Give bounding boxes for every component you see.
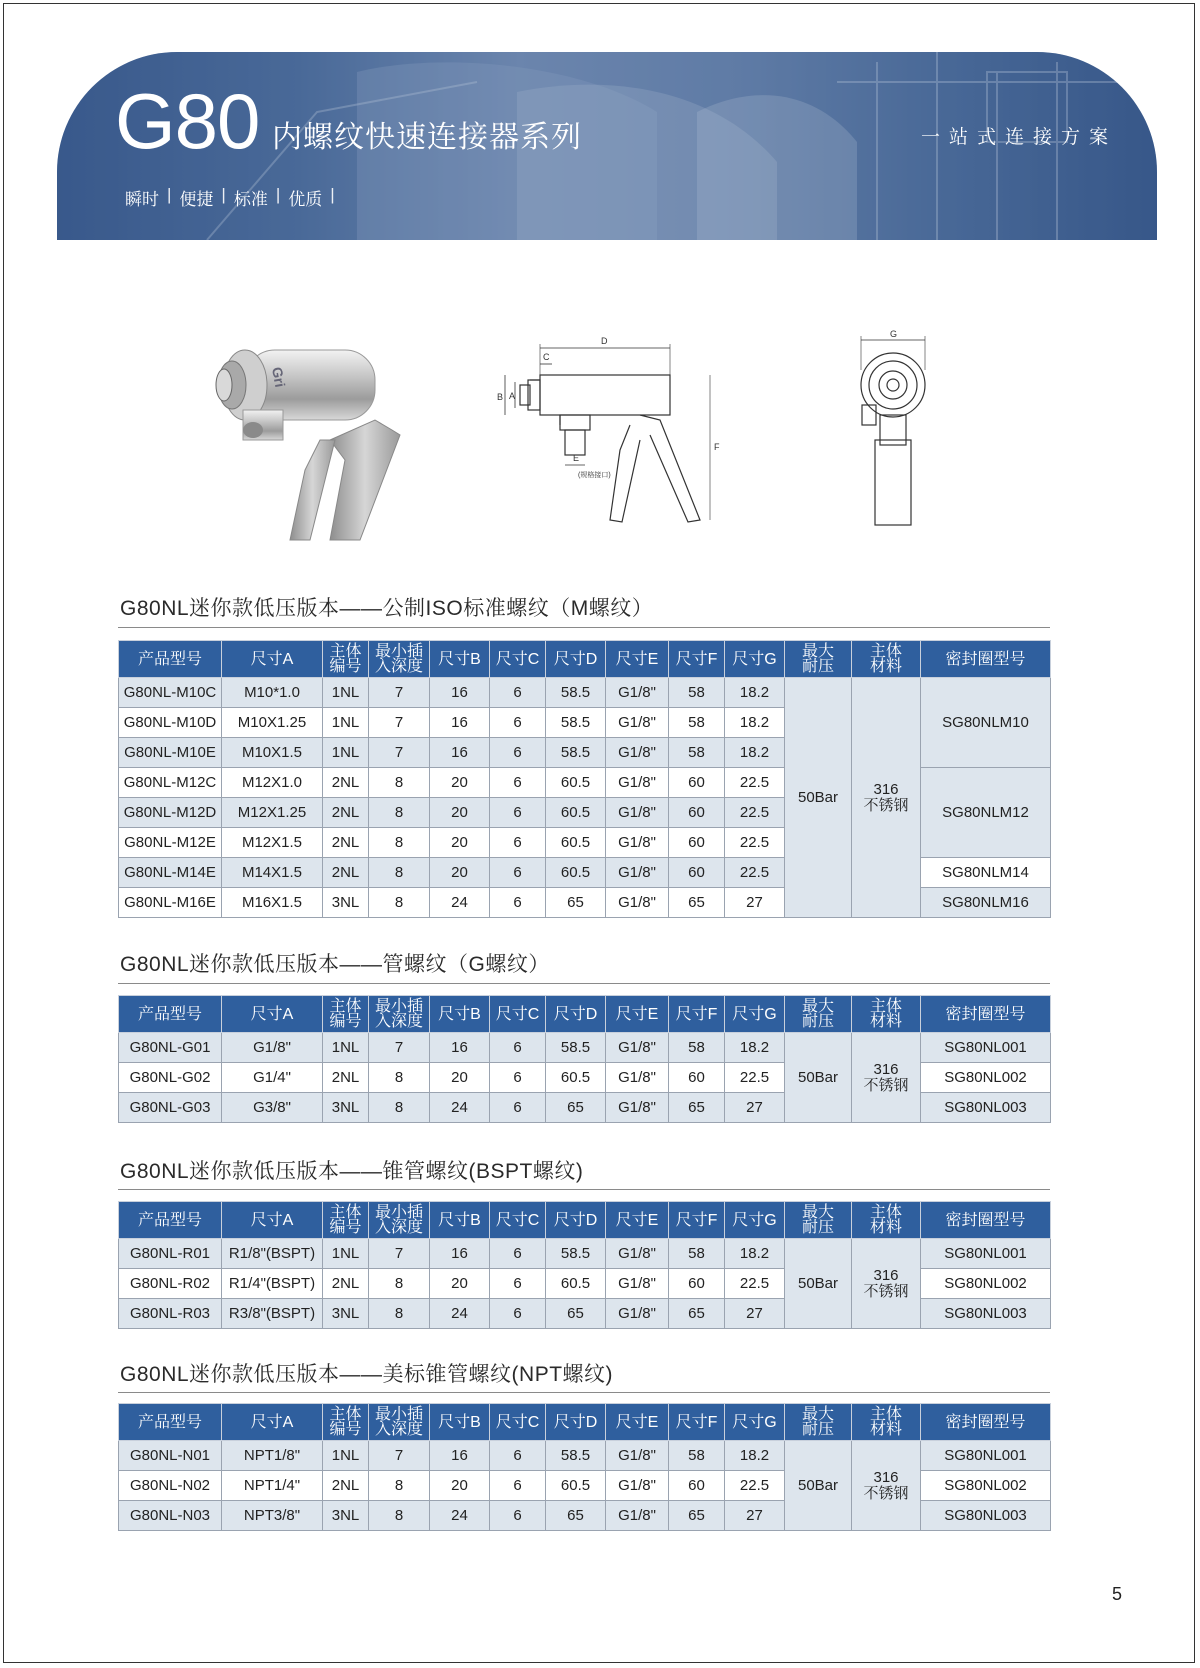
cell-model: G80NL-M10D: [119, 708, 222, 738]
cell-min-depth: 8: [369, 798, 430, 828]
cell-size-e: G1/8": [606, 1299, 669, 1329]
cell-size-f: 60: [669, 858, 725, 888]
cell-body-no: 1NL: [323, 1239, 369, 1269]
cell-size-d: 60.5: [546, 798, 606, 828]
cell-size-g: 27: [725, 1093, 785, 1123]
cell-seal: SG80NLM10: [921, 678, 1051, 768]
cell-size-a: NPT1/4": [222, 1471, 323, 1501]
cell-size-b: 16: [430, 1033, 490, 1063]
cell-max-pressure: 50Bar: [785, 678, 852, 918]
cell-size-g: 18.2: [725, 678, 785, 708]
header-max-pressure: 最大 耐压: [785, 1202, 852, 1239]
header-seal: 密封圈型号: [921, 996, 1051, 1033]
header-size-e: 尺寸E: [606, 1202, 669, 1239]
header-seal: 密封圈型号: [921, 641, 1051, 678]
header-size-a: 尺寸A: [222, 1202, 323, 1239]
cell-body-no: 2NL: [323, 1269, 369, 1299]
cell-size-c: 6: [490, 1269, 546, 1299]
cell-size-c: 6: [490, 798, 546, 828]
header-model: 产品型号: [119, 641, 222, 678]
cell-size-d: 58.5: [546, 1441, 606, 1471]
dim-label-e: E: [573, 453, 580, 463]
cell-size-f: 65: [669, 1501, 725, 1531]
cell-model: G80NL-M12C: [119, 768, 222, 798]
product-figures: [0, 330, 1200, 580]
header-body-no: 主体 编号: [323, 1202, 369, 1239]
cell-size-d: 60.5: [546, 1063, 606, 1093]
dim-label-c: C: [543, 352, 550, 362]
cell-size-c: 6: [490, 858, 546, 888]
header-size-g: 尺寸G: [725, 641, 785, 678]
header-material: 主体 材料: [852, 996, 921, 1033]
cell-size-a: M10X1.5: [222, 738, 323, 768]
header-size-d: 尺寸D: [546, 996, 606, 1033]
cell-size-b: 16: [430, 708, 490, 738]
table-header-row: [119, 1202, 1051, 1239]
cell-model: G80NL-R03: [119, 1299, 222, 1329]
cell-size-g: 18.2: [725, 1033, 785, 1063]
header-size-b: 尺寸B: [430, 641, 490, 678]
tag-separator: |: [275, 185, 281, 204]
cell-size-e: G1/8": [606, 1093, 669, 1123]
cell-size-c: 6: [490, 738, 546, 768]
header-size-g: 尺寸G: [725, 996, 785, 1033]
cell-seal: SG80NL002: [921, 1063, 1051, 1093]
cell-size-e: G1/8": [606, 1033, 669, 1063]
product-photo: [216, 350, 400, 540]
header-seal: 密封圈型号: [921, 1404, 1051, 1441]
header-size-g: 尺寸G: [725, 1202, 785, 1239]
cell-size-c: 6: [490, 1093, 546, 1123]
cell-size-g: 18.2: [725, 738, 785, 768]
cell-size-g: 22.5: [725, 1269, 785, 1299]
table-row: [119, 1441, 1051, 1471]
section-title-metric: G80NL迷你款低压版本——公制ISO标准螺纹（M螺纹）: [120, 597, 654, 620]
table-row: [119, 1239, 1051, 1269]
dim-label-a: A: [509, 391, 516, 401]
cell-size-e: G1/8": [606, 828, 669, 858]
page-number: 5: [1112, 1584, 1123, 1604]
cell-seal: SG80NL001: [921, 1441, 1051, 1471]
cell-size-f: 60: [669, 1269, 725, 1299]
header-model: 产品型号: [119, 996, 222, 1033]
cell-size-b: 24: [430, 1093, 490, 1123]
header-min-depth: 最小插 入深度: [369, 1404, 430, 1441]
header-size-f: 尺寸F: [669, 1404, 725, 1441]
cell-max-pressure: 50Bar: [785, 1033, 852, 1123]
section-divider: [118, 983, 1050, 984]
cell-size-f: 65: [669, 1299, 725, 1329]
cell-size-e: G1/8": [606, 1269, 669, 1299]
cell-size-b: 20: [430, 768, 490, 798]
cell-seal: SG80NL001: [921, 1033, 1051, 1063]
cell-seal: SG80NL002: [921, 1471, 1051, 1501]
cell-model: G80NL-M14E: [119, 858, 222, 888]
cell-size-c: 6: [490, 708, 546, 738]
cell-size-d: 58.5: [546, 708, 606, 738]
cell-size-c: 6: [490, 1441, 546, 1471]
cell-size-g: 22.5: [725, 798, 785, 828]
cell-size-b: 24: [430, 1501, 490, 1531]
cell-size-c: 6: [490, 768, 546, 798]
cell-size-c: 6: [490, 828, 546, 858]
tag-standard: 标准: [233, 190, 268, 209]
header-size-c: 尺寸C: [490, 1202, 546, 1239]
cell-size-g: 18.2: [725, 708, 785, 738]
cell-size-f: 58: [669, 1033, 725, 1063]
cell-body-no: 1NL: [323, 738, 369, 768]
cell-size-e: G1/8": [606, 798, 669, 828]
cell-seal: SG80NLM14: [921, 858, 1051, 888]
dim-label-d: D: [601, 336, 608, 346]
cell-size-e: G1/8": [606, 1471, 669, 1501]
cell-size-a: G1/8": [222, 1033, 323, 1063]
header-size-c: 尺寸C: [490, 996, 546, 1033]
cell-model: G80NL-N01: [119, 1441, 222, 1471]
cell-size-c: 6: [490, 1063, 546, 1093]
cell-min-depth: 8: [369, 768, 430, 798]
cell-body-no: 3NL: [323, 1501, 369, 1531]
cell-size-g: 22.5: [725, 768, 785, 798]
tag-instant: 瞬时: [125, 190, 159, 209]
cell-size-g: 22.5: [725, 1063, 785, 1093]
cell-min-depth: 8: [369, 1299, 430, 1329]
cell-size-a: M12X1.0: [222, 768, 323, 798]
cell-size-a: M10X1.25: [222, 708, 323, 738]
cell-size-e: G1/8": [606, 1063, 669, 1093]
header-size-d: 尺寸D: [546, 1404, 606, 1441]
cell-body-no: 3NL: [323, 888, 369, 918]
cell-min-depth: 8: [369, 1269, 430, 1299]
cell-size-a: M12X1.25: [222, 798, 323, 828]
cell-size-e: G1/8": [606, 678, 669, 708]
dim-label-e-note: (规格接口): [578, 472, 611, 479]
cell-body-no: 2NL: [323, 798, 369, 828]
cell-model: G80NL-R01: [119, 1239, 222, 1269]
header-size-c: 尺寸C: [490, 1404, 546, 1441]
header-size-f: 尺寸F: [669, 996, 725, 1033]
cell-size-f: 58: [669, 1239, 725, 1269]
header-size-a: 尺寸A: [222, 996, 323, 1033]
cell-size-g: 18.2: [725, 1239, 785, 1269]
table-header-row: [119, 1404, 1051, 1441]
header-max-pressure: 最大 耐压: [785, 996, 852, 1033]
header-size-d: 尺寸D: [546, 1202, 606, 1239]
dim-label-g: G: [890, 330, 898, 339]
cell-size-d: 60.5: [546, 768, 606, 798]
cell-size-e: G1/8": [606, 1501, 669, 1531]
header-max-pressure: 最大 耐压: [785, 1404, 852, 1441]
cell-size-g: 22.5: [725, 858, 785, 888]
section-title-npt: G80NL迷你款低压版本——美标锥管螺纹(NPT螺纹): [120, 1363, 614, 1386]
cell-size-e: G1/8": [606, 1441, 669, 1471]
cell-size-g: 27: [725, 1299, 785, 1329]
cell-size-d: 65: [546, 1093, 606, 1123]
cell-size-b: 16: [430, 678, 490, 708]
spec-table-metric: [118, 640, 1051, 918]
cell-size-b: 24: [430, 1299, 490, 1329]
cell-size-f: 65: [669, 1093, 725, 1123]
cell-seal: SG80NL003: [921, 1299, 1051, 1329]
header-min-depth: 最小插 入深度: [369, 1202, 430, 1239]
header-seal: 密封圈型号: [921, 1202, 1051, 1239]
cell-size-e: G1/8": [606, 738, 669, 768]
cell-min-depth: 7: [369, 678, 430, 708]
cell-model: G80NL-M12D: [119, 798, 222, 828]
cell-min-depth: 8: [369, 828, 430, 858]
cell-size-d: 58.5: [546, 1239, 606, 1269]
cell-material: 316 不锈钢: [852, 1441, 921, 1531]
cell-model: G80NL-M10E: [119, 738, 222, 768]
banner-title: G80: [115, 77, 260, 165]
header-model: 产品型号: [119, 1404, 222, 1441]
cell-model: G80NL-G02: [119, 1063, 222, 1093]
cell-size-f: 60: [669, 1063, 725, 1093]
dim-label-b: B: [497, 392, 504, 402]
cell-model: G80NL-M10C: [119, 678, 222, 708]
header-max-pressure: 最大 耐压: [785, 641, 852, 678]
cell-min-depth: 7: [369, 1239, 430, 1269]
header-min-depth: 最小插 入深度: [369, 641, 430, 678]
cell-seal: SG80NL003: [921, 1501, 1051, 1531]
cell-size-a: G3/8": [222, 1093, 323, 1123]
cell-size-f: 60: [669, 828, 725, 858]
header-material: 主体 材料: [852, 1404, 921, 1441]
cell-size-d: 58.5: [546, 738, 606, 768]
cell-size-g: 27: [725, 888, 785, 918]
cell-min-depth: 8: [369, 1471, 430, 1501]
dim-label-f: F: [714, 442, 720, 452]
cell-size-f: 58: [669, 1441, 725, 1471]
cell-size-a: G1/4": [222, 1063, 323, 1093]
header-size-b: 尺寸B: [430, 1404, 490, 1441]
cell-size-a: M14X1.5: [222, 858, 323, 888]
cell-size-b: 16: [430, 1239, 490, 1269]
cell-model: G80NL-M12E: [119, 828, 222, 858]
cell-body-no: 3NL: [323, 1093, 369, 1123]
cell-size-c: 6: [490, 1239, 546, 1269]
cell-size-c: 6: [490, 1033, 546, 1063]
header-material: 主体 材料: [852, 1202, 921, 1239]
cell-seal: SG80NL001: [921, 1239, 1051, 1269]
cell-body-no: 2NL: [323, 1063, 369, 1093]
cell-size-b: 20: [430, 1471, 490, 1501]
cell-min-depth: 7: [369, 708, 430, 738]
header-size-b: 尺寸B: [430, 1202, 490, 1239]
cell-size-b: 16: [430, 738, 490, 768]
cell-min-depth: 8: [369, 1093, 430, 1123]
section-divider: [118, 1189, 1050, 1190]
cell-max-pressure: 50Bar: [785, 1441, 852, 1531]
cell-size-e: G1/8": [606, 858, 669, 888]
section-divider: [118, 1392, 1050, 1393]
cell-body-no: 1NL: [323, 678, 369, 708]
cell-body-no: 2NL: [323, 768, 369, 798]
header-size-d: 尺寸D: [546, 641, 606, 678]
cell-size-d: 65: [546, 1501, 606, 1531]
cell-size-c: 6: [490, 678, 546, 708]
cell-size-b: 16: [430, 1441, 490, 1471]
cell-size-b: 20: [430, 828, 490, 858]
cell-size-f: 60: [669, 768, 725, 798]
cell-material: 316 不锈钢: [852, 1239, 921, 1329]
cell-size-b: 20: [430, 798, 490, 828]
header-size-e: 尺寸E: [606, 996, 669, 1033]
header-size-e: 尺寸E: [606, 1404, 669, 1441]
header-size-g: 尺寸G: [725, 1404, 785, 1441]
cell-body-no: 1NL: [323, 1441, 369, 1471]
cell-min-depth: 8: [369, 888, 430, 918]
cell-size-e: G1/8": [606, 768, 669, 798]
cell-model: G80NL-N03: [119, 1501, 222, 1531]
cell-seal: SG80NLM16: [921, 888, 1051, 918]
side-drawing: [505, 344, 710, 522]
cell-size-d: 60.5: [546, 1471, 606, 1501]
spec-table-bspt: [118, 1201, 1051, 1329]
cell-size-f: 60: [669, 1471, 725, 1501]
cell-size-d: 60.5: [546, 858, 606, 888]
cell-size-d: 60.5: [546, 828, 606, 858]
cell-size-a: R1/8"(BSPT): [222, 1239, 323, 1269]
banner-subtitle: 内螺纹快速连接器系列: [272, 121, 582, 154]
cell-size-b: 20: [430, 858, 490, 888]
cell-min-depth: 8: [369, 1063, 430, 1093]
cell-size-c: 6: [490, 888, 546, 918]
cell-material: 316 不锈钢: [852, 678, 921, 918]
cell-model: G80NL-N02: [119, 1471, 222, 1501]
cell-material: 316 不锈钢: [852, 1033, 921, 1123]
spec-table-pipe: [118, 995, 1051, 1123]
tag-quality: 优质: [288, 190, 323, 209]
cell-size-e: G1/8": [606, 1239, 669, 1269]
cell-seal: SG80NLM12: [921, 768, 1051, 858]
header-size-e: 尺寸E: [606, 641, 669, 678]
header-size-a: 尺寸A: [222, 641, 323, 678]
cell-size-a: NPT1/8": [222, 1441, 323, 1471]
svg-text:Gri: Gri: [269, 365, 289, 389]
spec-table-npt: [118, 1403, 1051, 1531]
banner-slogan: 一站式连接方案: [920, 127, 1117, 148]
section-divider: [118, 627, 1050, 628]
cell-size-b: 20: [430, 1063, 490, 1093]
cell-min-depth: 8: [369, 1501, 430, 1531]
cell-size-f: 58: [669, 678, 725, 708]
table-header-row: [119, 641, 1051, 678]
cell-size-g: 22.5: [725, 1471, 785, 1501]
cell-size-a: M12X1.5: [222, 828, 323, 858]
tag-separator: |: [167, 185, 172, 204]
tag-separator: |: [330, 185, 335, 204]
cell-size-d: 65: [546, 1299, 606, 1329]
cell-size-b: 20: [430, 1269, 490, 1299]
cell-body-no: 1NL: [323, 708, 369, 738]
cell-size-c: 6: [490, 1299, 546, 1329]
header-size-f: 尺寸F: [669, 1202, 725, 1239]
cell-size-a: M10*1.0: [222, 678, 323, 708]
cell-seal: SG80NL002: [921, 1269, 1051, 1299]
section-title-bspt: G80NL迷你款低压版本——锥管螺纹(BSPT螺纹): [120, 1160, 584, 1183]
cell-size-g: 18.2: [725, 1441, 785, 1471]
cell-max-pressure: 50Bar: [785, 1239, 852, 1329]
cell-min-depth: 7: [369, 738, 430, 768]
cell-model: G80NL-G03: [119, 1093, 222, 1123]
header-body-no: 主体 编号: [323, 996, 369, 1033]
cell-min-depth: 7: [369, 1033, 430, 1063]
cell-body-no: 2NL: [323, 828, 369, 858]
header-min-depth: 最小插 入深度: [369, 996, 430, 1033]
cell-size-c: 6: [490, 1501, 546, 1531]
table-row: [119, 678, 1051, 708]
cell-size-d: 58.5: [546, 678, 606, 708]
header-size-a: 尺寸A: [222, 1404, 323, 1441]
front-drawing: [861, 336, 925, 525]
banner-tags: [117, 185, 335, 210]
cell-body-no: 2NL: [323, 858, 369, 888]
cell-size-a: R1/4"(BSPT): [222, 1269, 323, 1299]
header-model: 产品型号: [119, 1202, 222, 1239]
section-title-pipe: G80NL迷你款低压版本——管螺纹（G螺纹）: [120, 953, 550, 976]
cell-model: G80NL-M16E: [119, 888, 222, 918]
header-body-no: 主体 编号: [323, 1404, 369, 1441]
header-body-no: 主体 编号: [323, 641, 369, 678]
cell-size-a: NPT3/8": [222, 1501, 323, 1531]
cell-size-d: 65: [546, 888, 606, 918]
cell-size-e: G1/8": [606, 888, 669, 918]
cell-size-g: 27: [725, 1501, 785, 1531]
cell-size-d: 60.5: [546, 1269, 606, 1299]
cell-size-b: 24: [430, 888, 490, 918]
cell-size-f: 60: [669, 798, 725, 828]
header-banner: [57, 52, 1157, 240]
header-size-f: 尺寸F: [669, 641, 725, 678]
header-size-b: 尺寸B: [430, 996, 490, 1033]
header-size-c: 尺寸C: [490, 641, 546, 678]
cell-min-depth: 8: [369, 858, 430, 888]
cell-size-f: 65: [669, 888, 725, 918]
cell-size-c: 6: [490, 1471, 546, 1501]
cell-size-e: G1/8": [606, 708, 669, 738]
cell-size-d: 58.5: [546, 1033, 606, 1063]
cell-body-no: 1NL: [323, 1033, 369, 1063]
cell-model: G80NL-R02: [119, 1269, 222, 1299]
table-header-row: [119, 996, 1051, 1033]
cell-seal: SG80NL003: [921, 1093, 1051, 1123]
cell-body-no: 2NL: [323, 1471, 369, 1501]
tag-separator: |: [221, 185, 226, 204]
cell-size-f: 58: [669, 708, 725, 738]
table-row: [119, 1033, 1051, 1063]
cell-size-f: 58: [669, 738, 725, 768]
header-material: 主体 材料: [852, 641, 921, 678]
cell-model: G80NL-G01: [119, 1033, 222, 1063]
cell-body-no: 3NL: [323, 1299, 369, 1329]
cell-size-g: 22.5: [725, 828, 785, 858]
cell-size-a: R3/8"(BSPT): [222, 1299, 323, 1329]
cell-min-depth: 7: [369, 1441, 430, 1471]
cell-size-a: M16X1.5: [222, 888, 323, 918]
tag-convenient: 便捷: [179, 190, 214, 209]
